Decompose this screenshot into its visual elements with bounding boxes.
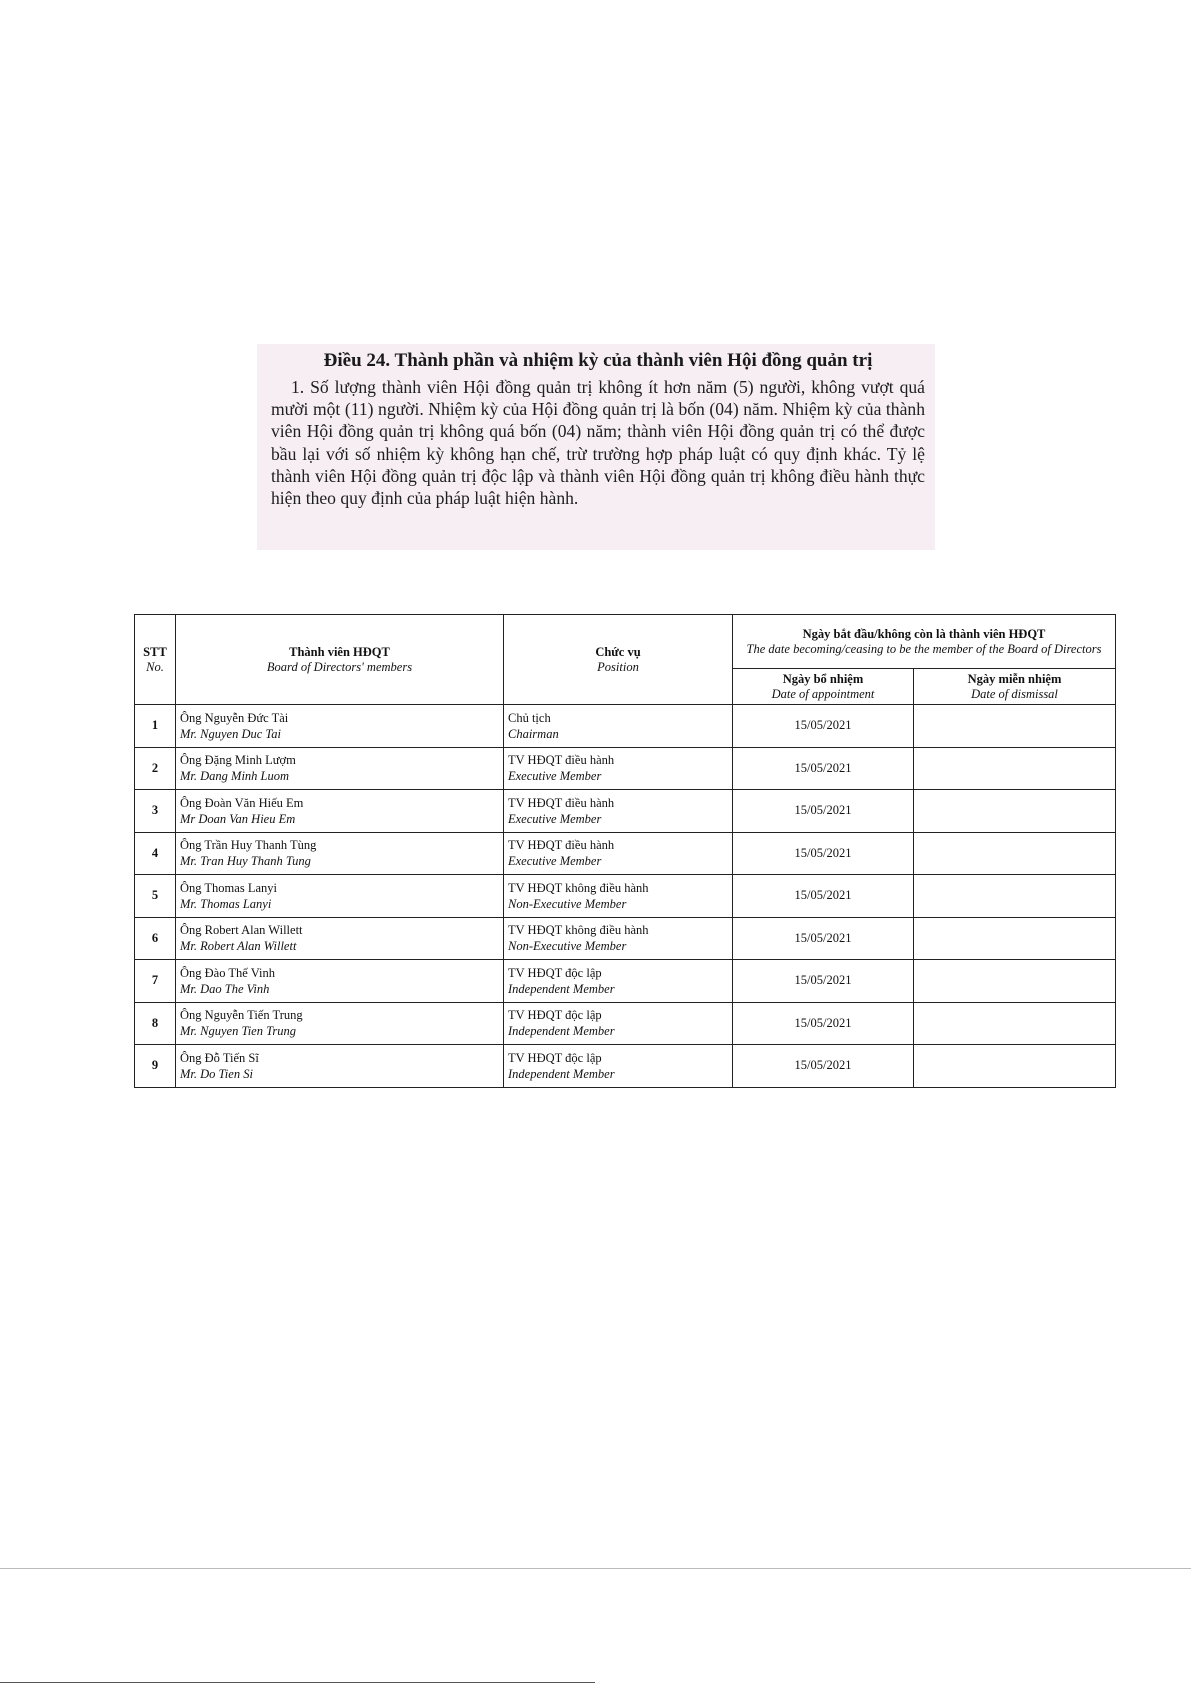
appointment-date: 15/05/2021 — [733, 1002, 914, 1045]
member-name: Ông Thomas Lanyi — [180, 880, 277, 895]
member-name-en: Mr. Do Tien Si — [180, 1066, 253, 1081]
table-row — [135, 917, 1116, 960]
position-cell — [504, 705, 733, 748]
row-number: 5 — [135, 875, 176, 918]
position-vi: Chủ tịch — [508, 710, 551, 725]
position-vi: TV HĐQT điều hành — [508, 795, 615, 810]
position-cell — [504, 917, 733, 960]
header-member: Thành viên HĐQT Board of Directors' members — [176, 615, 504, 705]
appointment-date: 15/05/2021 — [733, 790, 914, 833]
footnote-rule — [0, 1682, 595, 1683]
row-number: 2 — [135, 747, 176, 790]
member-name: Ông Nguyễn Đức Tài — [180, 710, 289, 725]
article-excerpt — [257, 344, 935, 550]
table-row — [135, 747, 1116, 790]
position-cell — [504, 790, 733, 833]
member-cell — [176, 705, 504, 748]
position-vi: TV HĐQT độc lập — [508, 1050, 602, 1065]
dismissal-date — [914, 1045, 1116, 1088]
position-en: Executive Member — [508, 811, 602, 826]
dismissal-date — [914, 875, 1116, 918]
dismissal-date — [914, 960, 1116, 1003]
position-en: Chairman — [508, 726, 559, 741]
appointment-date: 15/05/2021 — [733, 705, 914, 748]
table-row — [135, 705, 1116, 748]
member-cell — [176, 1002, 504, 1045]
dismissal-date — [914, 705, 1116, 748]
article-body: 1. Số lượng thành viên Hội đồng quản trị không ít hơn năm (5) người, không vượt quá mười một (11) người. Nhiệm kỳ của Hội đồng quản trị là bốn (04) năm. Nhiệm kỳ của thành viên Hội đồng quản trị không quá bốn (04) năm; thành viên Hội đồng quản trị có thể được bầu lại với số nhiệm kỳ không hạn chế, trừ trường hợp pháp luật có quy định khác. Tỷ lệ thành viên Hội đồng quản trị độc lập và thành viên Hội đồng quản trị không điều hành thực hiện theo quy định của pháp luật hiện hành. — [271, 377, 925, 509]
member-cell — [176, 875, 504, 918]
table-row — [135, 1045, 1116, 1088]
member-name: Ông Đỗ Tiến Sĩ — [180, 1050, 259, 1065]
dismissal-date — [914, 747, 1116, 790]
header-stt: STT No. — [135, 615, 176, 705]
position-cell — [504, 960, 733, 1003]
table-row — [135, 1002, 1116, 1045]
position-en: Independent Member — [508, 981, 615, 996]
article-title: Điều 24. Thành phần và nhiệm kỳ của thành viên Hội đồng quản trị — [323, 350, 873, 371]
position-en: Executive Member — [508, 769, 602, 784]
header-appointment: Ngày bổ nhiệm Date of appointment — [733, 669, 914, 705]
member-name-en: Mr. Nguyen Tien Trung — [180, 1024, 296, 1039]
member-name: Ông Đặng Minh Lượm — [180, 753, 296, 768]
member-name-en: Mr. Dang Minh Luom — [180, 769, 290, 784]
member-name: Ông Đào Thế Vinh — [180, 965, 275, 980]
row-number: 1 — [135, 705, 176, 748]
row-number: 9 — [135, 1045, 176, 1088]
header-dismissal: Ngày miễn nhiệm Date of dismissal — [914, 669, 1116, 705]
position-cell — [504, 832, 733, 875]
position-cell — [504, 875, 733, 918]
position-cell — [504, 747, 733, 790]
member-cell — [176, 917, 504, 960]
position-en: Executive Member — [508, 854, 602, 869]
row-number: 8 — [135, 1002, 176, 1045]
row-number: 7 — [135, 960, 176, 1003]
header-dates: Ngày bắt đầu/không còn là thành viên HĐQT The date becoming/ceasing to be the member of the Board of Directors — [733, 615, 1116, 669]
position-cell — [504, 1002, 733, 1045]
member-name-en: Mr Doan Van Hieu Em — [180, 811, 296, 826]
position-vi: TV HĐQT điều hành — [508, 838, 615, 853]
member-name: Ông Trần Huy Thanh Tùng — [180, 838, 317, 853]
row-number: 6 — [135, 917, 176, 960]
table-row — [135, 960, 1116, 1003]
member-name-en: Mr. Dao The Vinh — [180, 981, 270, 996]
member-cell — [176, 1045, 504, 1088]
dismissal-date — [914, 832, 1116, 875]
appointment-date: 15/05/2021 — [733, 875, 914, 918]
table-row — [135, 875, 1116, 918]
member-name-en: Mr. Nguyen Duc Tai — [180, 726, 281, 741]
dismissal-date — [914, 1002, 1116, 1045]
position-vi: TV HĐQT độc lập — [508, 1008, 602, 1023]
row-number: 3 — [135, 790, 176, 833]
dismissal-date — [914, 917, 1116, 960]
position-en: Independent Member — [508, 1066, 615, 1081]
position-vi: TV HĐQT độc lập — [508, 965, 602, 980]
position-en: Independent Member — [508, 1024, 615, 1039]
header-position: Chức vụ Position — [504, 615, 733, 705]
position-vi: TV HĐQT điều hành — [508, 753, 615, 768]
member-name-en: Mr. Thomas Lanyi — [180, 896, 272, 911]
appointment-date: 15/05/2021 — [733, 917, 914, 960]
member-name: Ông Đoàn Văn Hiếu Em — [180, 795, 304, 810]
table-row — [135, 790, 1116, 833]
page-footer-rule — [0, 1568, 1191, 1569]
table-row — [135, 832, 1116, 875]
position-vi: TV HĐQT không điều hành — [508, 923, 649, 938]
member-name: Ông Nguyễn Tiến Trung — [180, 1008, 303, 1023]
member-name-en: Mr. Robert Alan Willett — [180, 939, 297, 954]
appointment-date: 15/05/2021 — [733, 960, 914, 1003]
appointment-date: 15/05/2021 — [733, 1045, 914, 1088]
member-name: Ông Robert Alan Willett — [180, 923, 303, 938]
member-name-en: Mr. Tran Huy Thanh Tung — [180, 854, 311, 869]
appointment-date: 15/05/2021 — [733, 832, 914, 875]
member-cell — [176, 747, 504, 790]
dismissal-date — [914, 790, 1116, 833]
position-vi: TV HĐQT không điều hành — [508, 880, 649, 895]
table-header-row — [135, 615, 1116, 669]
position-en: Non-Executive Member — [508, 939, 627, 954]
board-members-table — [134, 614, 1116, 1088]
appointment-date: 15/05/2021 — [733, 747, 914, 790]
position-en: Non-Executive Member — [508, 896, 627, 911]
row-number: 4 — [135, 832, 176, 875]
member-cell — [176, 960, 504, 1003]
member-cell — [176, 832, 504, 875]
member-cell — [176, 790, 504, 833]
position-cell — [504, 1045, 733, 1088]
